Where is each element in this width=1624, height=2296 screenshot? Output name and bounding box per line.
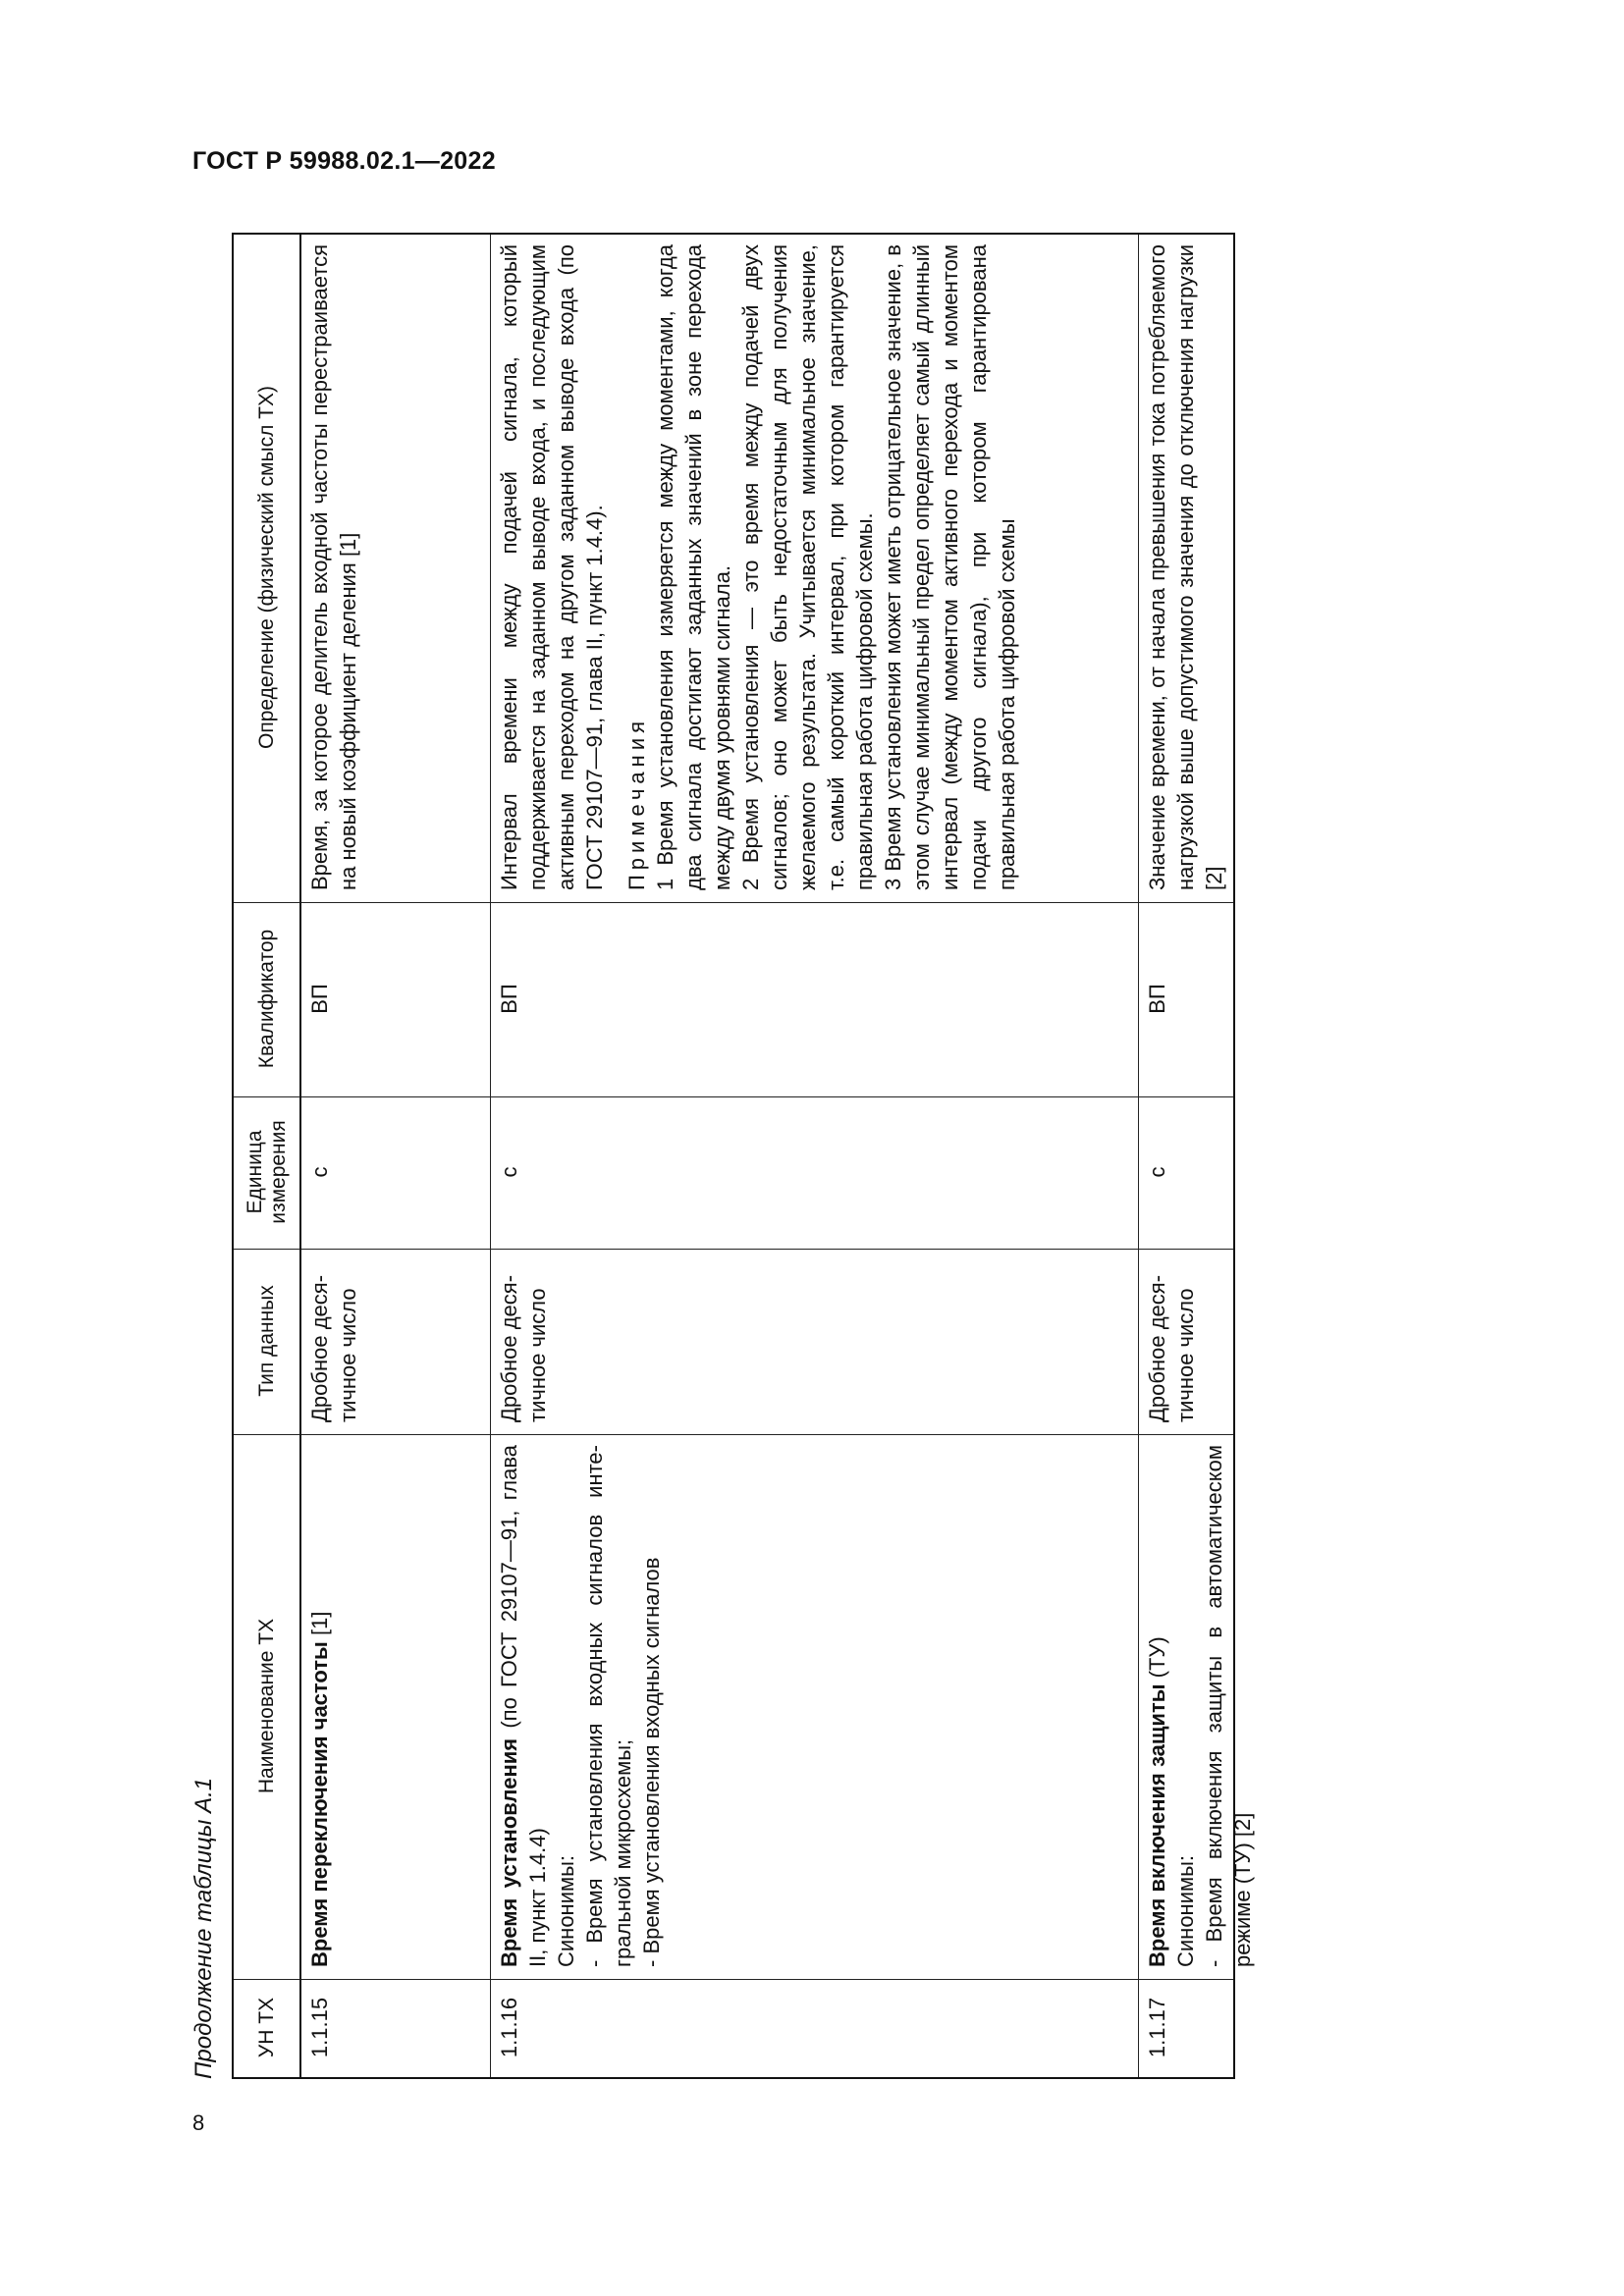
characteristic-name-reference: [1] <box>307 1611 332 1642</box>
row-name-cell <box>491 1434 1139 1979</box>
characteristics-table <box>232 233 1255 2079</box>
row-data-type-cell: Дробное десятичное число <box>1139 1249 1233 1434</box>
row-name-cell <box>1139 1434 1255 1979</box>
row-data-type-cell: Дробное десятичное число <box>491 1249 1139 1434</box>
row-qualifier-cell: ВП <box>1139 902 1233 1096</box>
column-header-id: УН ТХ <box>234 1979 301 2077</box>
row-definition-cell: Время, за которое делитель входной частоты перестраивается на новый коэффициент деления [1] <box>301 235 491 902</box>
row-qualifier-cell: ВП <box>491 902 1139 1096</box>
synonyms-label: Синонимы: <box>554 1854 578 1967</box>
row-id-cell: 1.1.15 <box>301 1979 491 2077</box>
column-header-data-type: Тип данных <box>234 1249 301 1434</box>
characteristic-name-reference: (по ГОСТ 29107—91, глава II, пункт 1.4.4) <box>497 1445 550 1967</box>
synonym-item: - Время включения защиты в автоматическом режиме (ТУ) [2] <box>1202 1445 1255 1967</box>
note-item: 1 Время установления измеряется между моментами, когда два сигнала достигают заданных значений в зоне перехода между двумя уровнями сигнала. <box>653 244 734 890</box>
row-unit-cell: с <box>491 1096 1139 1249</box>
row-name-cell <box>301 1434 491 1979</box>
column-header-unit: Единица измерения <box>234 1096 301 1249</box>
characteristic-name: Время установления <box>497 1737 521 1967</box>
notes-title: Примечания <box>624 716 649 890</box>
column-header-definition: Определение (физический смысл ТХ) <box>234 235 301 902</box>
synonym-item: - Время установления входных сигналов <box>639 1557 664 1967</box>
table-continuation-caption: Продолжение таблицы А.1 <box>190 1777 217 2079</box>
row-unit-cell: с <box>301 1096 491 1249</box>
page-number: 8 <box>192 2110 205 2135</box>
row-data-type-cell: Дробное десятичное число <box>301 1249 491 1434</box>
rotated-table-block <box>169 234 1255 2079</box>
row-id-cell: 1.1.17 <box>1139 1979 1233 2077</box>
row-id-cell: 1.1.16 <box>491 1979 1139 2077</box>
row-unit-cell: с <box>1139 1096 1233 1249</box>
row-qualifier-cell: ВП <box>301 902 491 1096</box>
column-header-qualifier: Квалификатор <box>234 902 301 1096</box>
note-item: 3 Время установления может иметь отрицательное значение, в этом случае минимальный предел определяет самый длинный интервал (между моментом активного перехода и моментом подачи другого сигнала), при котором гарантирована правильная работа цифровой схемы <box>881 244 1019 890</box>
document-code: ГОСТ Р 59988.02.1—2022 <box>192 147 496 175</box>
column-header-name: Наименование ТХ <box>234 1434 301 1979</box>
note-item: 2 Время установления — это время между подачей двух сигналов; оно может быть недостаточным для получения желаемого результата. Учитывается минимальное значение, т.е. самый короткий интервал, при котором гарантируется правильная работа цифровой схемы. <box>738 244 877 890</box>
row-definition-cell: Значение времени, от начала превышения тока потребляемого нагрузкой выше допустимого значения до отключения нагрузки [2] <box>1145 244 1226 890</box>
characteristic-name: Время включения защиты <box>1145 1683 1169 1967</box>
row-definition-cell <box>491 235 1139 902</box>
characteristic-name: Время переключения частоты <box>307 1641 332 1967</box>
synonym-item: - Время установления входных сигналов интегральной микросхемы; <box>582 1445 635 1967</box>
definition-text: Интервал времени между подачей сигнала, который поддерживается на заданном выводе входа, и последующим активным переходом на другом заданном выводе входа (по ГОСТ 29107—91, глава II, пункт 1.4.4). <box>497 244 607 890</box>
synonyms-label: Синонимы: <box>1173 1854 1198 1967</box>
characteristic-name-reference: (ТУ) <box>1145 1636 1169 1684</box>
